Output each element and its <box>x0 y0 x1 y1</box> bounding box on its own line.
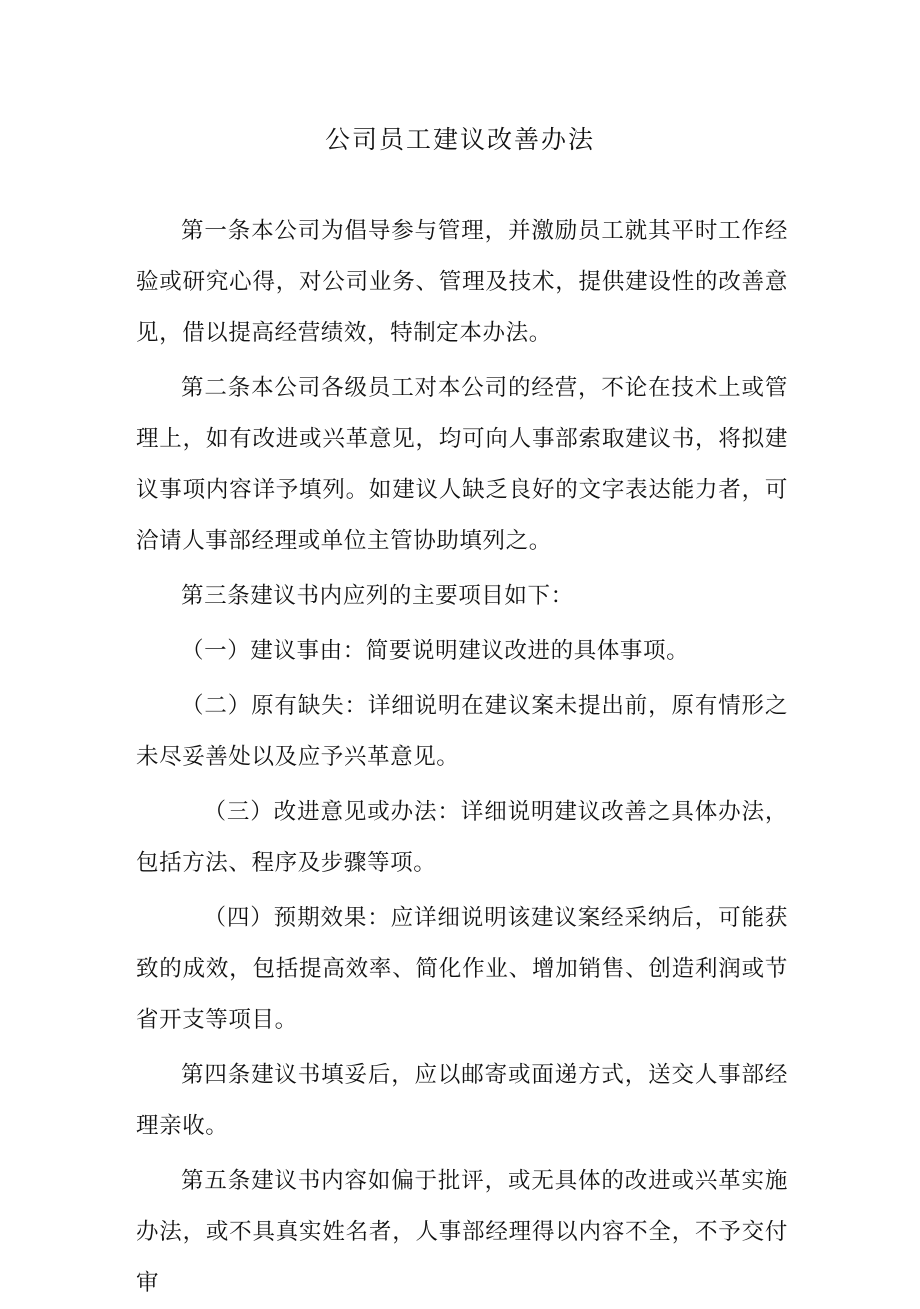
article-3-paragraph: 第三条建议书内应列的主要项目如下： <box>181 583 574 609</box>
article-5-paragraph: 第五条建议书内容如偏于批评，或无具体的改进或兴革实施办法，或不具真实姓名者，人事部经理得以内容不全，不予交付审 <box>136 1168 788 1296</box>
article-3-item-2: （二）原有缺失：详细说明在建议案未提出前，原有情形之未尽妥善处以及应予兴革意见。 <box>136 693 788 770</box>
article-4-paragraph: 第四条建议书填妥后，应以邮寄或面递方式，送交人事部经理亲收。 <box>136 1062 788 1139</box>
article-1-paragraph: 第一条本公司为倡导参与管理，并激励员工就其平时工作经验或研究心得，对公司业务、管理及技术，提供建设性的改善意见，借以提高经营绩效，特制定本办法。 <box>136 218 788 346</box>
article-3-item-3: （三）改进意见或办法：详细说明建议改善之具体办法，包括方法、程序及步骤等项。 <box>136 799 788 876</box>
article-2-paragraph: 第二条本公司各级员工对本公司的经营，不论在技术上或管理上，如有改进或兴革意见，均可向人事部索取建议书，将拟建议事项内容详予填列。如建议人缺乏良好的文字表达能力者，可洽请人事部经理或单位主管协助填列之。 <box>136 375 788 554</box>
document-body <box>136 206 788 1309</box>
article-3-item-1: （一）建议事由：简要说明建议改进的具体事项。 <box>181 638 690 664</box>
article-3-item-4: （四）预期效果：应详细说明该建议案经采纳后，可能获致的成效，包括提高效率、简化作业、增加销售、创造利润或节省开支等项目。 <box>136 905 788 1033</box>
document-title: 公司员工建议改善办法 <box>324 125 595 154</box>
